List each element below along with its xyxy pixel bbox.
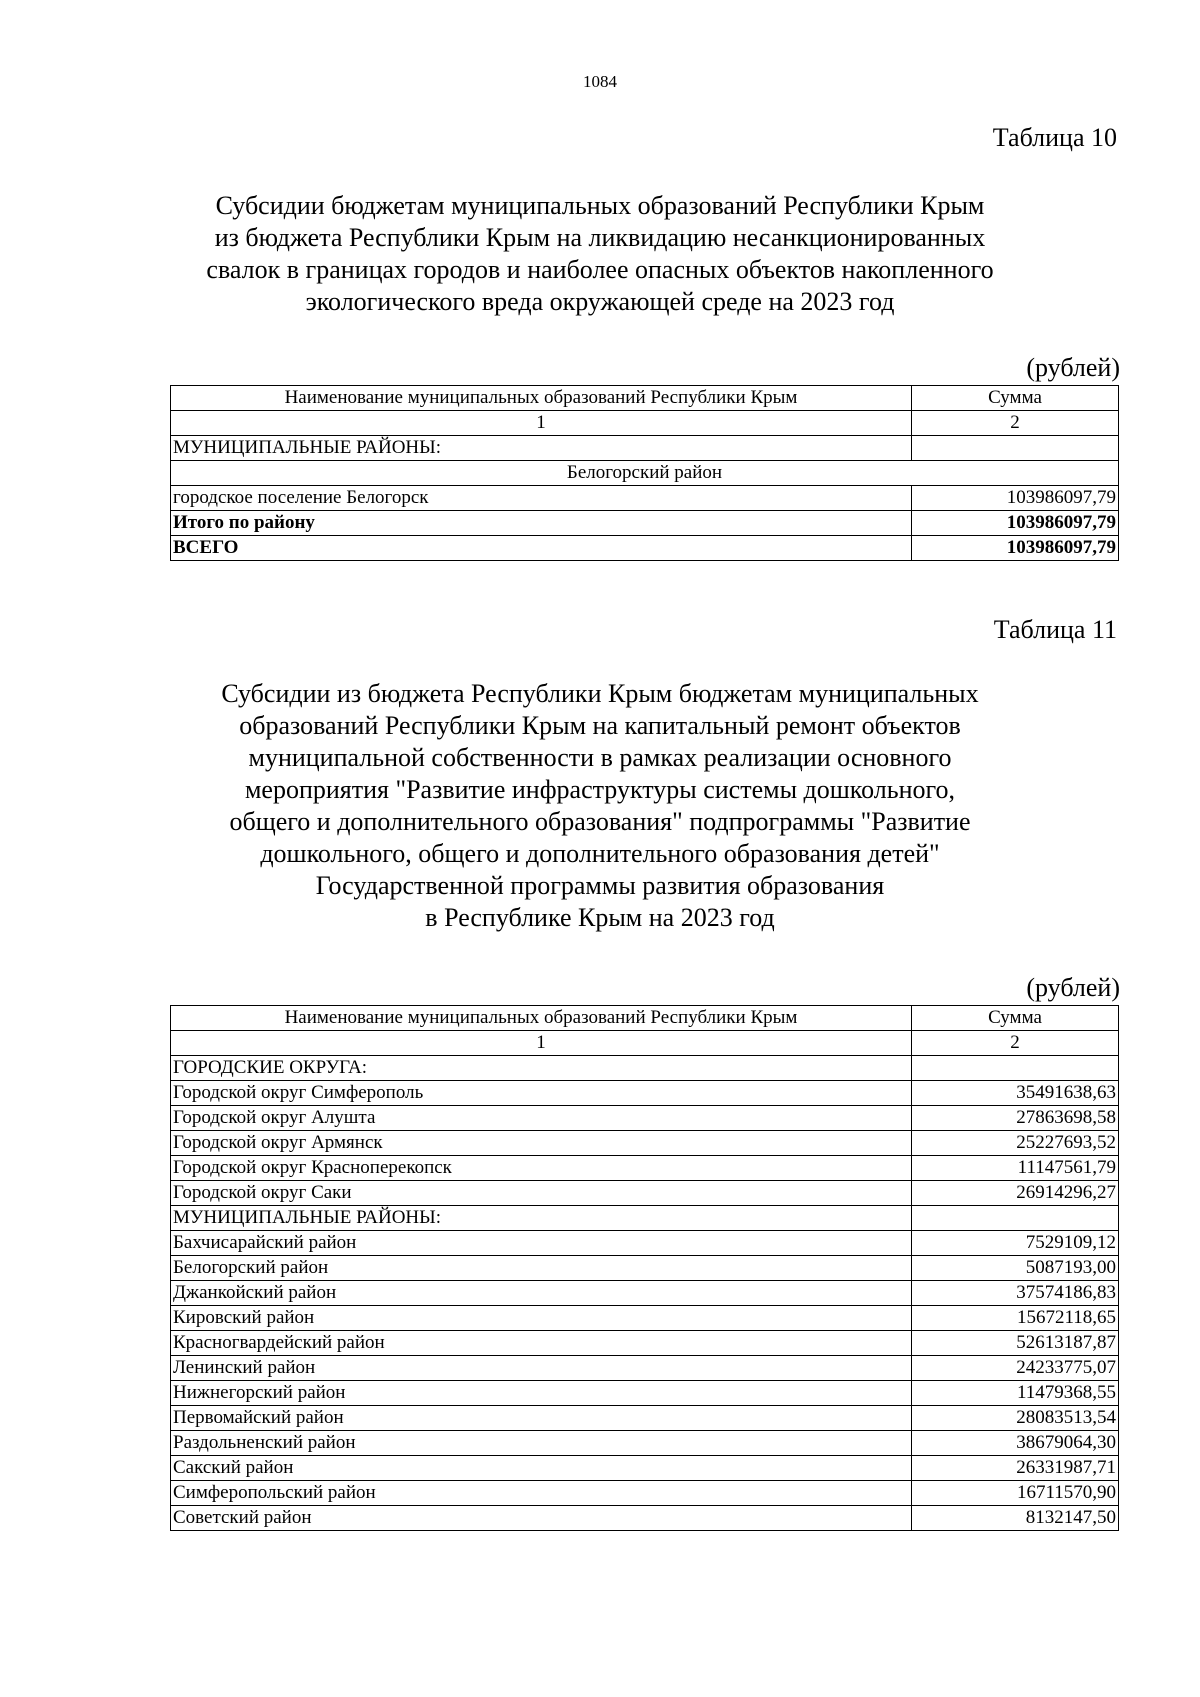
section-label: ГОРОДСКИЕ ОКРУГА: [171,1056,912,1081]
header-row [171,386,1119,411]
column-number-2: 2 [912,1031,1119,1056]
row-name: Джанкойский район [171,1281,912,1306]
title-line: Государственной программы развития образования [315,871,885,900]
row-name: Раздольненский район [171,1431,912,1456]
table-row [171,1481,1119,1506]
row-value: 52613187,87 [912,1331,1119,1356]
subtotal-row [171,511,1119,536]
table-row [171,1431,1119,1456]
table-row [171,1356,1119,1381]
section-row [171,436,1119,461]
row-value: 37574186,83 [912,1281,1119,1306]
row-value: 5087193,00 [912,1256,1119,1281]
table-row [171,1281,1119,1306]
header-row [171,1006,1119,1031]
row-name: Красногвардейский район [171,1331,912,1356]
title-line: в Республике Крым на 2023 год [425,903,775,932]
table-row [171,1381,1119,1406]
total-value: 103986097,79 [912,536,1119,561]
title-line: Субсидии бюджетам муниципальных образований Республики Крым [215,191,985,220]
table-row [171,1181,1119,1206]
table-row [171,1256,1119,1281]
row-name: Ленинский район [171,1356,912,1381]
row-value: 11479368,55 [912,1381,1119,1406]
column-number-row [171,1031,1119,1056]
header-name-cell: Наименование муниципальных образований Республики Крым [171,386,912,411]
table-row [171,1106,1119,1131]
row-value: 103986097,79 [912,486,1119,511]
table-row [171,1506,1119,1531]
section-label: МУНИЦИПАЛЬНЫЕ РАЙОНЫ: [171,1206,912,1231]
table-11-title [150,678,1050,934]
column-number-2: 2 [912,411,1119,436]
table-row [171,1306,1119,1331]
column-number-1: 1 [171,1031,912,1056]
table-10 [170,385,1119,561]
header-sum-cell: Сумма [912,386,1119,411]
empty-cell [912,1056,1119,1081]
title-line: экологического вреда окружающей среде на 2023 год [305,287,895,316]
table-10-title [150,190,1050,318]
header-name-cell: Наименование муниципальных образований Республики Крым [171,1006,912,1031]
row-value: 35491638,63 [912,1081,1119,1106]
total-row [171,536,1119,561]
empty-cell [912,436,1119,461]
row-name: Городской округ Симферополь [171,1081,912,1106]
table-row [171,1156,1119,1181]
table-10-unit: (рублей) [1026,353,1120,382]
row-name: Белогорский район [171,1256,912,1281]
table-11 [170,1005,1119,1531]
section-label: МУНИЦИПАЛЬНЫЕ РАЙОНЫ: [171,436,912,461]
subtotal-name: Итого по району [171,511,912,536]
district-label: Белогорский район [171,461,1119,486]
subtotal-value: 103986097,79 [912,511,1119,536]
table-row [171,1406,1119,1431]
row-name: Кировский район [171,1306,912,1331]
section-row [171,1056,1119,1081]
row-value: 38679064,30 [912,1431,1119,1456]
row-name: Городской округ Саки [171,1181,912,1206]
row-name: Городской округ Алушта [171,1106,912,1131]
table-row [171,486,1119,511]
row-value: 25227693,52 [912,1131,1119,1156]
table-11-label: Таблица 11 [993,615,1117,644]
row-value: 26914296,27 [912,1181,1119,1206]
title-line: дошкольного, общего и дополнительного образования детей" [260,839,940,868]
header-sum-cell: Сумма [912,1006,1119,1031]
row-value: 11147561,79 [912,1156,1119,1181]
title-line: свалок в границах городов и наиболее опасных объектов накопленного [206,255,994,284]
title-line: общего и дополнительного образования" подпрограммы "Развитие [229,807,971,836]
column-number-row [171,411,1119,436]
row-name: Городской округ Красноперекопск [171,1156,912,1181]
row-value: 8132147,50 [912,1506,1119,1531]
table-10-label: Таблица 10 [992,123,1117,152]
row-name: Бахчисарайский район [171,1231,912,1256]
section-row [171,1206,1119,1231]
column-number-1: 1 [171,411,912,436]
row-name: Нижнегорский район [171,1381,912,1406]
title-line: Субсидии из бюджета Республики Крым бюджетам муниципальных [221,679,979,708]
title-line: из бюджета Республики Крым на ликвидацию несанкционированных [214,223,986,252]
row-name: городское поселение Белогорск [171,486,912,511]
row-value: 27863698,58 [912,1106,1119,1131]
row-value: 24233775,07 [912,1356,1119,1381]
table-row [171,1456,1119,1481]
row-value: 7529109,12 [912,1231,1119,1256]
empty-cell [912,1206,1119,1231]
row-name: Советский район [171,1506,912,1531]
row-name: Первомайский район [171,1406,912,1431]
page-number: 1084 [583,72,617,91]
row-value: 28083513,54 [912,1406,1119,1431]
row-name: Симферопольский район [171,1481,912,1506]
title-line: образований Республики Крым на капитальный ремонт объектов [239,711,961,740]
row-name: Сакский район [171,1456,912,1481]
row-name: Городской округ Армянск [171,1131,912,1156]
row-value: 15672118,65 [912,1306,1119,1331]
row-value: 16711570,90 [912,1481,1119,1506]
row-value: 26331987,71 [912,1456,1119,1481]
table-row [171,1231,1119,1256]
total-name: ВСЕГО [171,536,912,561]
table-row [171,1081,1119,1106]
table-row [171,1331,1119,1356]
title-line: муниципальной собственности в рамках реализации основного [248,743,952,772]
table-row [171,1131,1119,1156]
district-row [171,461,1119,486]
title-line: мероприятия "Развитие инфраструктуры системы дошкольного, [244,775,956,804]
table-11-unit: (рублей) [1026,973,1120,1002]
